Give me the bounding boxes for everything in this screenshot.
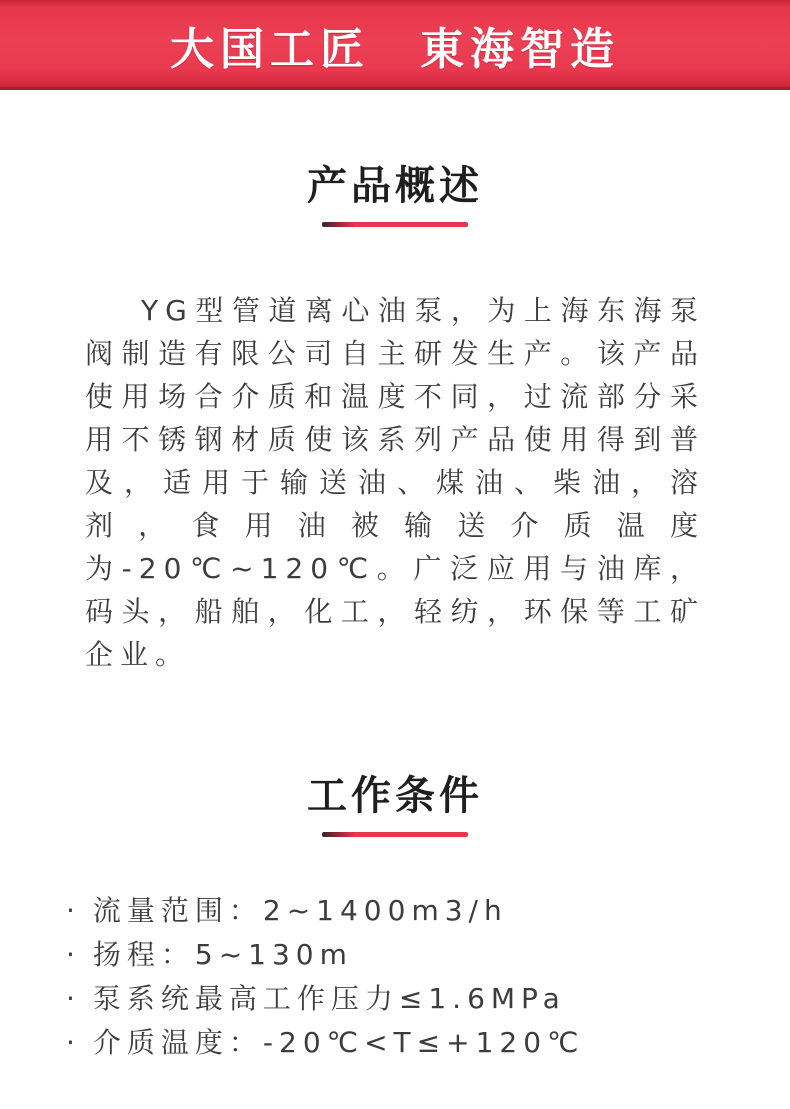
overview-title-underline-accent [322, 222, 468, 227]
bullet-dot-icon: · [66, 982, 81, 1015]
section-working-conditions [0, 773, 790, 1065]
working-conditions-list [0, 889, 790, 1065]
list-item-max-pressure [66, 977, 730, 1021]
section-product-overview [0, 163, 790, 676]
conditions-section-title: 工作条件 [307, 773, 483, 819]
overview-section-title: 产品概述 [307, 163, 483, 209]
conditions-title-underline-accent [322, 832, 468, 837]
condition-text: 介质温度：-20℃<T≤+120℃ [92, 1026, 585, 1059]
list-item-head-range [66, 933, 730, 977]
bullet-dot-icon: · [66, 938, 81, 971]
bullet-dot-icon: · [66, 894, 81, 927]
list-item-medium-temperature [66, 1021, 730, 1065]
overview-paragraph: YG型管道离心油泵，为上海东海泵阀制造有限公司自主研发生产。该产品使用场合介质和温度不同，过流部分采用不锈钢材质使该系列产品使用得到普及，适用于输送油、煤油、柴油，溶剂，食用油被输送介质温度为-20℃~120℃。广泛应用与油库，码头，船舶，化工，轻纺，环保等工矿企业。 [85, 294, 705, 671]
condition-text: 扬程：5~130m [92, 938, 353, 971]
condition-text: 流量范围：2~1400m3/h [92, 894, 508, 927]
bullet-dot-icon: · [66, 1026, 81, 1059]
brand-banner [0, 0, 790, 90]
banner-slogan-text: 大国工匠 東海智造 [170, 24, 620, 75]
list-item-flow-range [66, 889, 730, 933]
condition-text: 泵系统最高工作压力≤1.6MPa [92, 982, 566, 1015]
